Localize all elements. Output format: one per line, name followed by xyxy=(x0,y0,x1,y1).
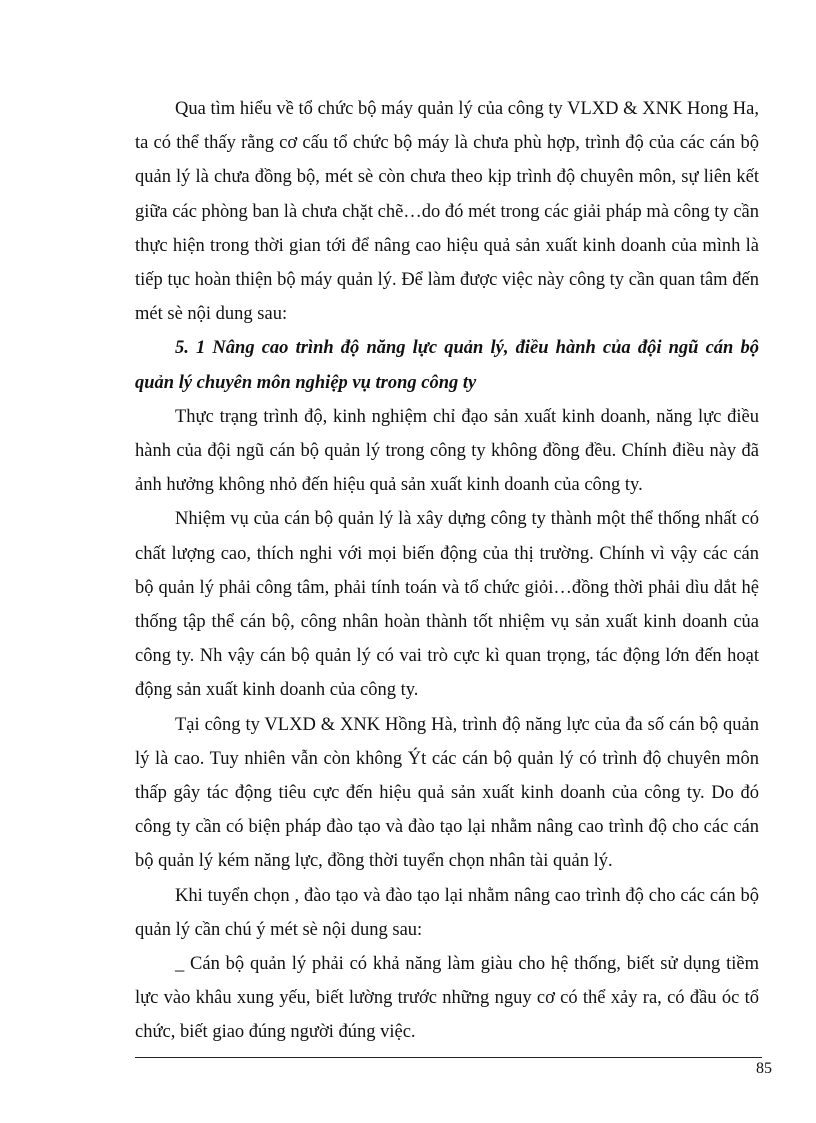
paragraph-intro: Qua tìm hiểu về tổ chức bộ máy quản lý của công ty VLXD & XNK Hong Ha, ta có thể thấy rằng cơ cấu tổ chức bộ máy là chưa phù hợp, trình độ của các cán bộ quản lý là chưa đồng bộ, mét sè còn chưa theo kịp trình độ chuyên môn, sự liên kết giữa các phòng ban là chưa chặt chẽ…do đó mét trong các giải pháp mà công ty cần thực hiện trong thời gian tới để nâng cao hiệu quả sản xuất kinh doanh của mình là tiếp tục hoàn thiện bộ máy quản lý. Để làm được việc này công ty cần quan tâm đến mét sè nội dung sau: xyxy=(135,99,759,325)
page-body xyxy=(135,92,759,1050)
footer-divider xyxy=(135,1057,762,1058)
paragraph-current-state: Thực trạng trình độ, kinh nghiệm chỉ đạo sản xuất kinh doanh, năng lực điều hành của đội ngũ cán bộ quản lý trong công ty không đồng đều. Chính điều này đã ảnh hưởng không nhỏ đến hiệu quả sản xuất kinh doanh của công ty. xyxy=(135,406,759,496)
paragraph-selection: Khi tuyển chọn , đào tạo và đào tạo lại nhằm nâng cao trình độ cho các cán bộ quản lý cần chú ý mét sè nội dung sau: xyxy=(135,885,759,940)
paragraph-duties: Nhiệm vụ của cán bộ quản lý là xây dựng công ty thành một thể thống nhất có chất lượng cao, thích nghi với mọi biến động của thị trường. Chính vì vậy các cán bộ quản lý phải công tâm, phải tính toán và tổ chức giỏi…đồng thời phải dìu dắt hệ thống tập thể cán bộ, công nhân hoàn thành tốt nhiệm vụ sản xuất kinh doanh của công ty. Nh vậy cán bộ quản lý có vai trò cực kì quan trọng, tác động lớn đến hoạt động sản xuất kinh doanh của công ty. xyxy=(135,509,759,701)
paragraph-hong-ha: Tại công ty VLXD & XNK Hồng Hà, trình độ năng lực của đa số cán bộ quản lý là cao. Tuy nhiên vẫn còn không Ýt các cán bộ quản lý có trình độ chuyên môn thấp gây tác động tiêu cực đến hiệu quả sản xuất kinh doanh của công ty. Do đó công ty cần có biện pháp đào tạo và đào tạo lại nhằm nâng cao trình độ cho các cán bộ quản lý kém năng lực, đồng thời tuyển chọn nhân tài quản lý. xyxy=(135,714,759,872)
page-number: 85 xyxy=(756,1060,772,1077)
section-heading: 5. 1 Nâng cao trình độ năng lực quản lý, điều hành của đội ngũ cán bộ quản lý chuyên môn nghiệp vụ trong công ty xyxy=(135,338,759,393)
bullet-item: _ Cán bộ quản lý phải có khả năng làm giàu cho hệ thống, biết sử dụng tiềm lực vào khâu xung yếu, biết lường trước những nguy cơ có thể xảy ra, có đầu óc tổ chức, biết giao đúng người đúng việc. xyxy=(135,954,759,1043)
